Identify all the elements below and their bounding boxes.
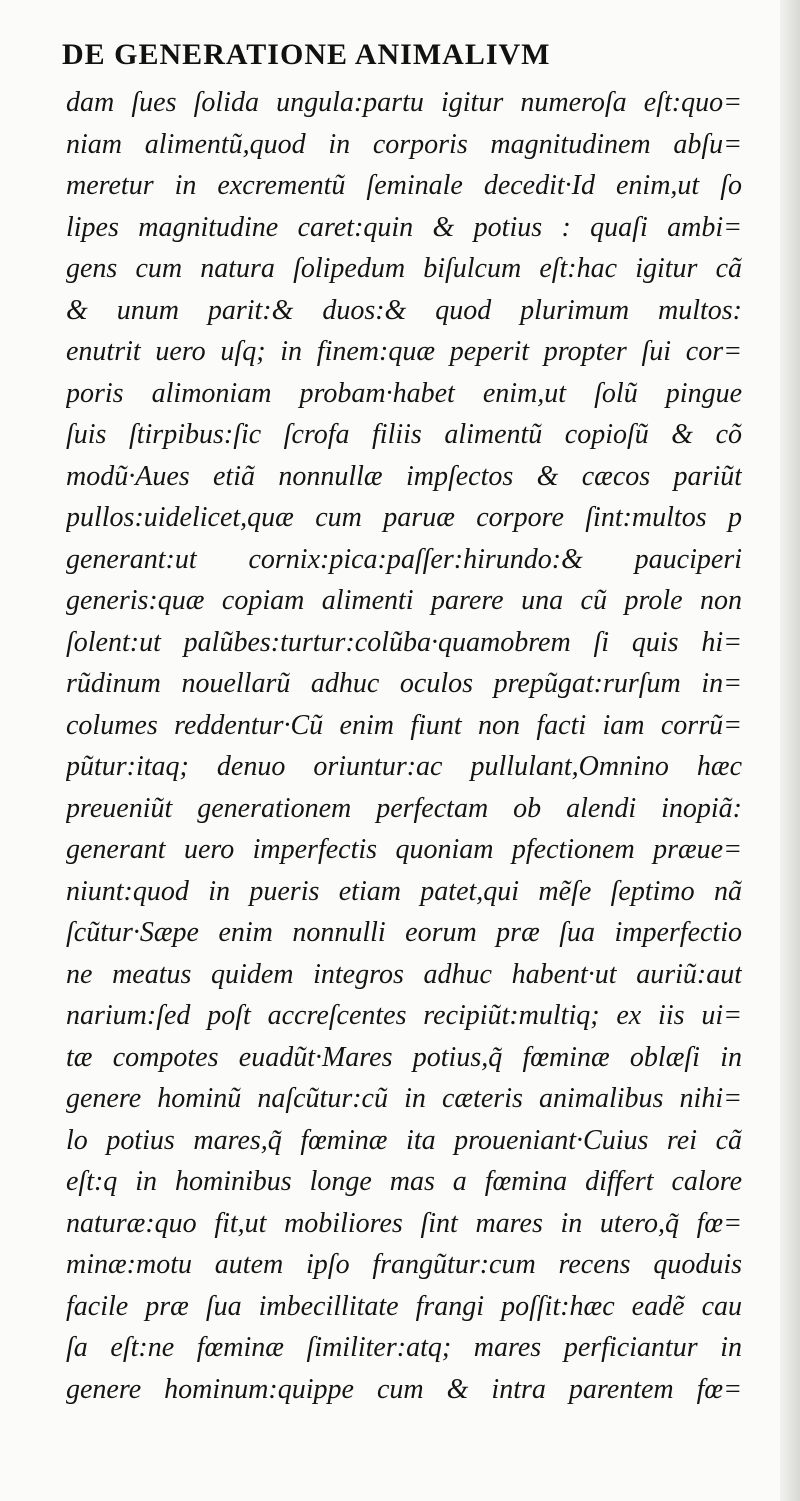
text-line: rũdinum nouellarũ adhuc oculos prepũgat:rurſum in= (66, 668, 742, 699)
text-line: genere hominũ naſcũtur:cũ in cæteris animalibus nihi= (66, 1083, 742, 1114)
text-line: ne meatus quidem integros adhuc habent·ut auriũ:aut (66, 958, 742, 990)
text-line: niunt:quod in pueris etiam patet,qui mẽſe ſeptimo nã (66, 875, 742, 907)
text-line: naturæ:quo fit,ut mobiliores ſint mares in utero,q̃ fœ= (66, 1207, 742, 1239)
text-line: & unum parit:& duos:& quod plurimum multos: (66, 294, 742, 326)
text-line: modũ·Aues etiã nonnullæ impſectos & cæcos pariũt (66, 460, 742, 492)
text-line: eſt:q in hominibus longe mas a fœmina differt calore (66, 1166, 742, 1197)
text-line: preueniũt generationem perfectam ob alendi inopiã: (66, 792, 742, 824)
text-line: pullos:uidelicet,quæ cum paruæ corpore ſint:multos p (66, 502, 742, 533)
text-line: ſuis ſtirpibus:ſic ſcrofa filiis alimentũ copioſũ & cõ (66, 419, 742, 450)
text-line: columes reddentur·Cũ enim fiunt non facti iam corrũ= (66, 709, 742, 741)
text-line: niam alimentũ,quod in corporis magnitudinem abſu= (66, 128, 742, 160)
text-line: meretur in excrementũ ſeminale decedit·Id enim,ut ſo (66, 170, 742, 201)
text-line: lipes magnitudine caret:quin & potius : quaſi ambi= (66, 211, 742, 243)
text-line: dam ſues ſolida ungula:partu igitur numeroſa eſt:quo= (66, 87, 742, 118)
text-line: poris alimoniam probam·habet enim,ut ſolũ pingue (66, 377, 742, 409)
text-line: ſa eſt:ne fœminæ ſimiliter:atq; mares perficiantur in (66, 1332, 742, 1363)
text-line: generis:quæ copiam alimenti parere una cũ prole non (66, 585, 742, 616)
text-line: facile præ ſua imbecillitate frangi poſſit:hæc eadẽ cau (66, 1290, 742, 1322)
text-line: narium:ſed poſt accreſcentes recipiũt:multiq; ex iis ui= (66, 1000, 742, 1031)
text-line: generant uero imperfectis quoniam pfectionem præue= (66, 834, 742, 865)
running-header: DE GENERATIONE ANIMALIVM (62, 38, 551, 71)
text-line: generant:ut cornix:pica:paſſer:hirundo:& pauciperi (66, 543, 742, 575)
text-line: ſolent:ut palũbes:turtur:colũba·quamobrem ſi quis hi= (66, 626, 742, 658)
text-line: enutrit uero uſq; in finem:quæ peperit propter ſui cor= (66, 336, 742, 367)
text-block (66, 82, 742, 1410)
page-gutter-shadow (780, 0, 800, 1501)
text-line: gens cum natura ſolipedum biſulcum eſt:hac igitur cã (66, 253, 742, 284)
text-line: ſcũtur·Sæpe enim nonnulli eorum præ ſua imperfectio (66, 917, 742, 948)
text-line: lo potius mares,q̃ fœminæ ita proueniant·Cuius rei cã (66, 1124, 742, 1156)
text-line: tæ compotes euadũt·Mares potius,q̃ fœminæ oblæſi in (66, 1041, 742, 1073)
text-line: genere hominum:quippe cum & intra parentem fœ= (66, 1373, 742, 1405)
text-line: minæ:motu autem ipſo frangũtur:cum recens quoduis (66, 1249, 742, 1280)
text-line: pũtur:itaq; denuo oriuntur:ac pullulant,Omnino hæc (66, 751, 742, 782)
